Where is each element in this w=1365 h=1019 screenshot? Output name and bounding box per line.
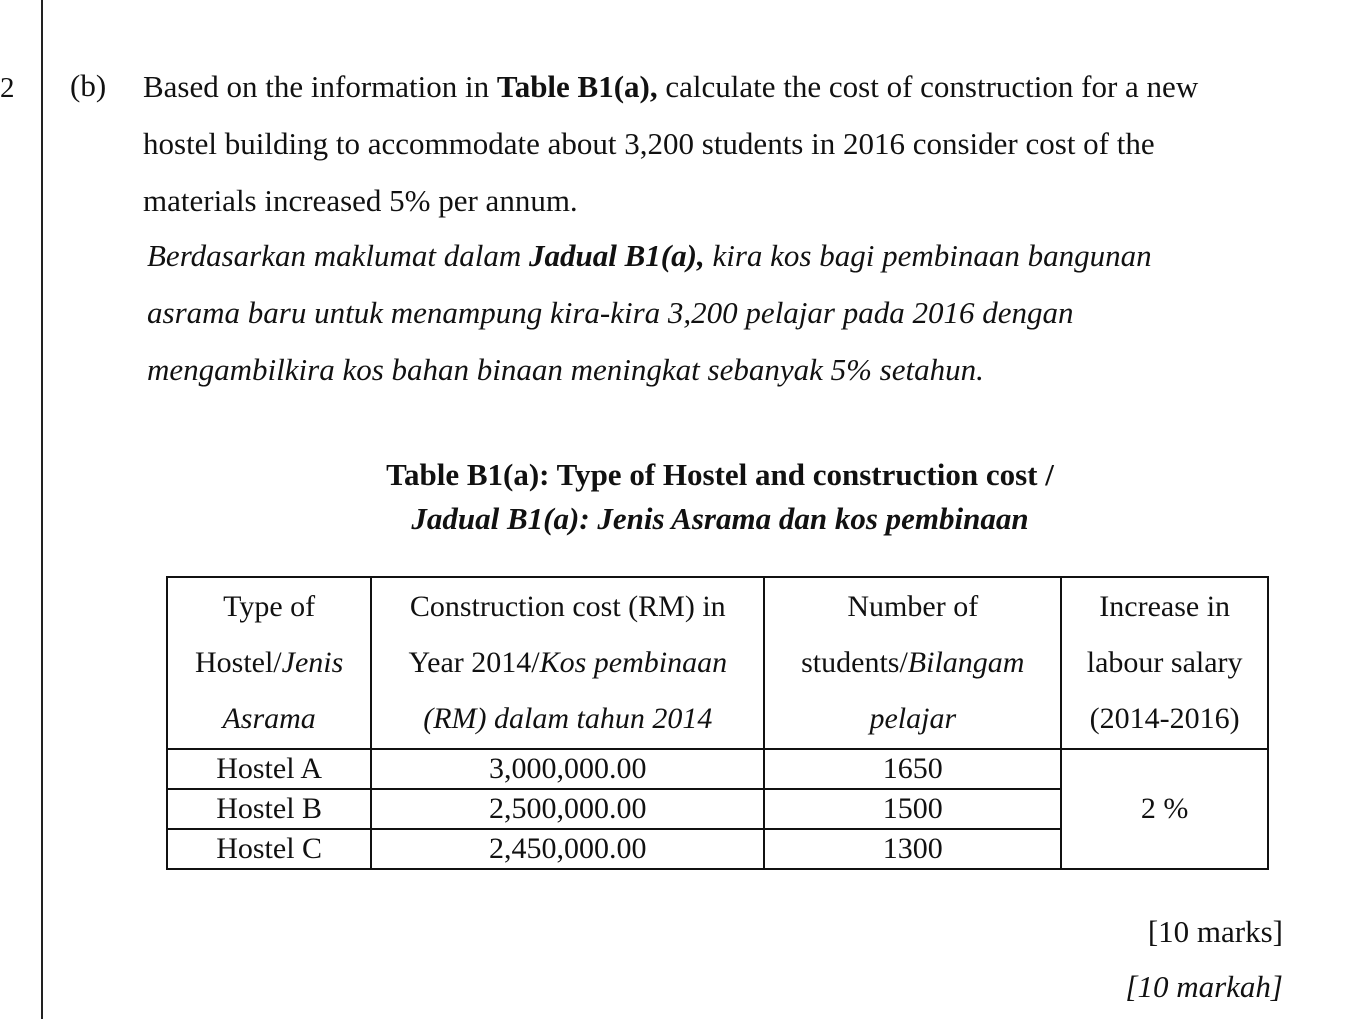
header-hostel-type: Type of Hostel/Jenis Asrama: [167, 577, 371, 749]
header-number-of-students: Number of students/Bilangam pelajar: [764, 577, 1061, 749]
cell-students: 1300: [764, 829, 1061, 869]
cell-students: 1500: [764, 789, 1061, 829]
table-reference-malay: Jadual B1(a),: [529, 238, 705, 273]
question-number: 2: [0, 72, 15, 104]
cell-construction-cost: 2,450,000.00: [371, 829, 764, 869]
question-text-english: [143, 58, 1313, 229]
cell-hostel-type: Hostel C: [167, 829, 371, 869]
cell-construction-cost: 3,000,000.00: [371, 749, 764, 789]
header-construction-cost: Construction cost (RM) in Year 2014/Kos pembinaan (RM) dalam tahun 2014: [371, 577, 764, 749]
question-en-line-3: materials increased 5% per annum.: [143, 183, 578, 218]
part-label: (b): [70, 68, 107, 103]
question-en-line-2: hostel building to accommodate about 3,200 students in 2016 consider cost of the: [143, 126, 1155, 161]
cell-labour-increase: 2 %: [1061, 749, 1268, 869]
table-header-row: [167, 577, 1268, 749]
table-caption-english: Table B1(a): Type of Hostel and construction cost /: [386, 457, 1054, 492]
marks-malay: [10 markah]: [1125, 969, 1283, 1004]
question-en-line-1: Based on the information in Table B1(a), calculate the cost of construction for a new: [143, 69, 1199, 104]
question-ms-line-3: mengambilkira kos bahan binaan meningkat sebanyak 5% setahun.: [147, 352, 984, 387]
table-reference: Table B1(a),: [496, 69, 658, 104]
header-labour-increase: Increase in labour salary (2014-2016): [1061, 577, 1268, 749]
question-text-malay: [147, 227, 1317, 398]
cell-students: 1650: [764, 749, 1061, 789]
question-ms-line-2: asrama baru untuk menampung kira-kira 3,200 pelajar pada 2016 dengan: [147, 295, 1074, 330]
cell-construction-cost: 2,500,000.00: [371, 789, 764, 829]
cell-hostel-type: Hostel B: [167, 789, 371, 829]
marks-english: [10 marks]: [1147, 914, 1283, 949]
question-ms-line-1: Berdasarkan maklumat dalam Jadual B1(a), kira kos bagi pembinaan bangunan: [147, 238, 1152, 273]
table-row: [167, 749, 1268, 789]
hostel-table: [166, 576, 1269, 870]
cell-hostel-type: Hostel A: [167, 749, 371, 789]
table-caption-malay: Jadual B1(a): Jenis Asrama dan kos pembinaan: [411, 501, 1029, 536]
